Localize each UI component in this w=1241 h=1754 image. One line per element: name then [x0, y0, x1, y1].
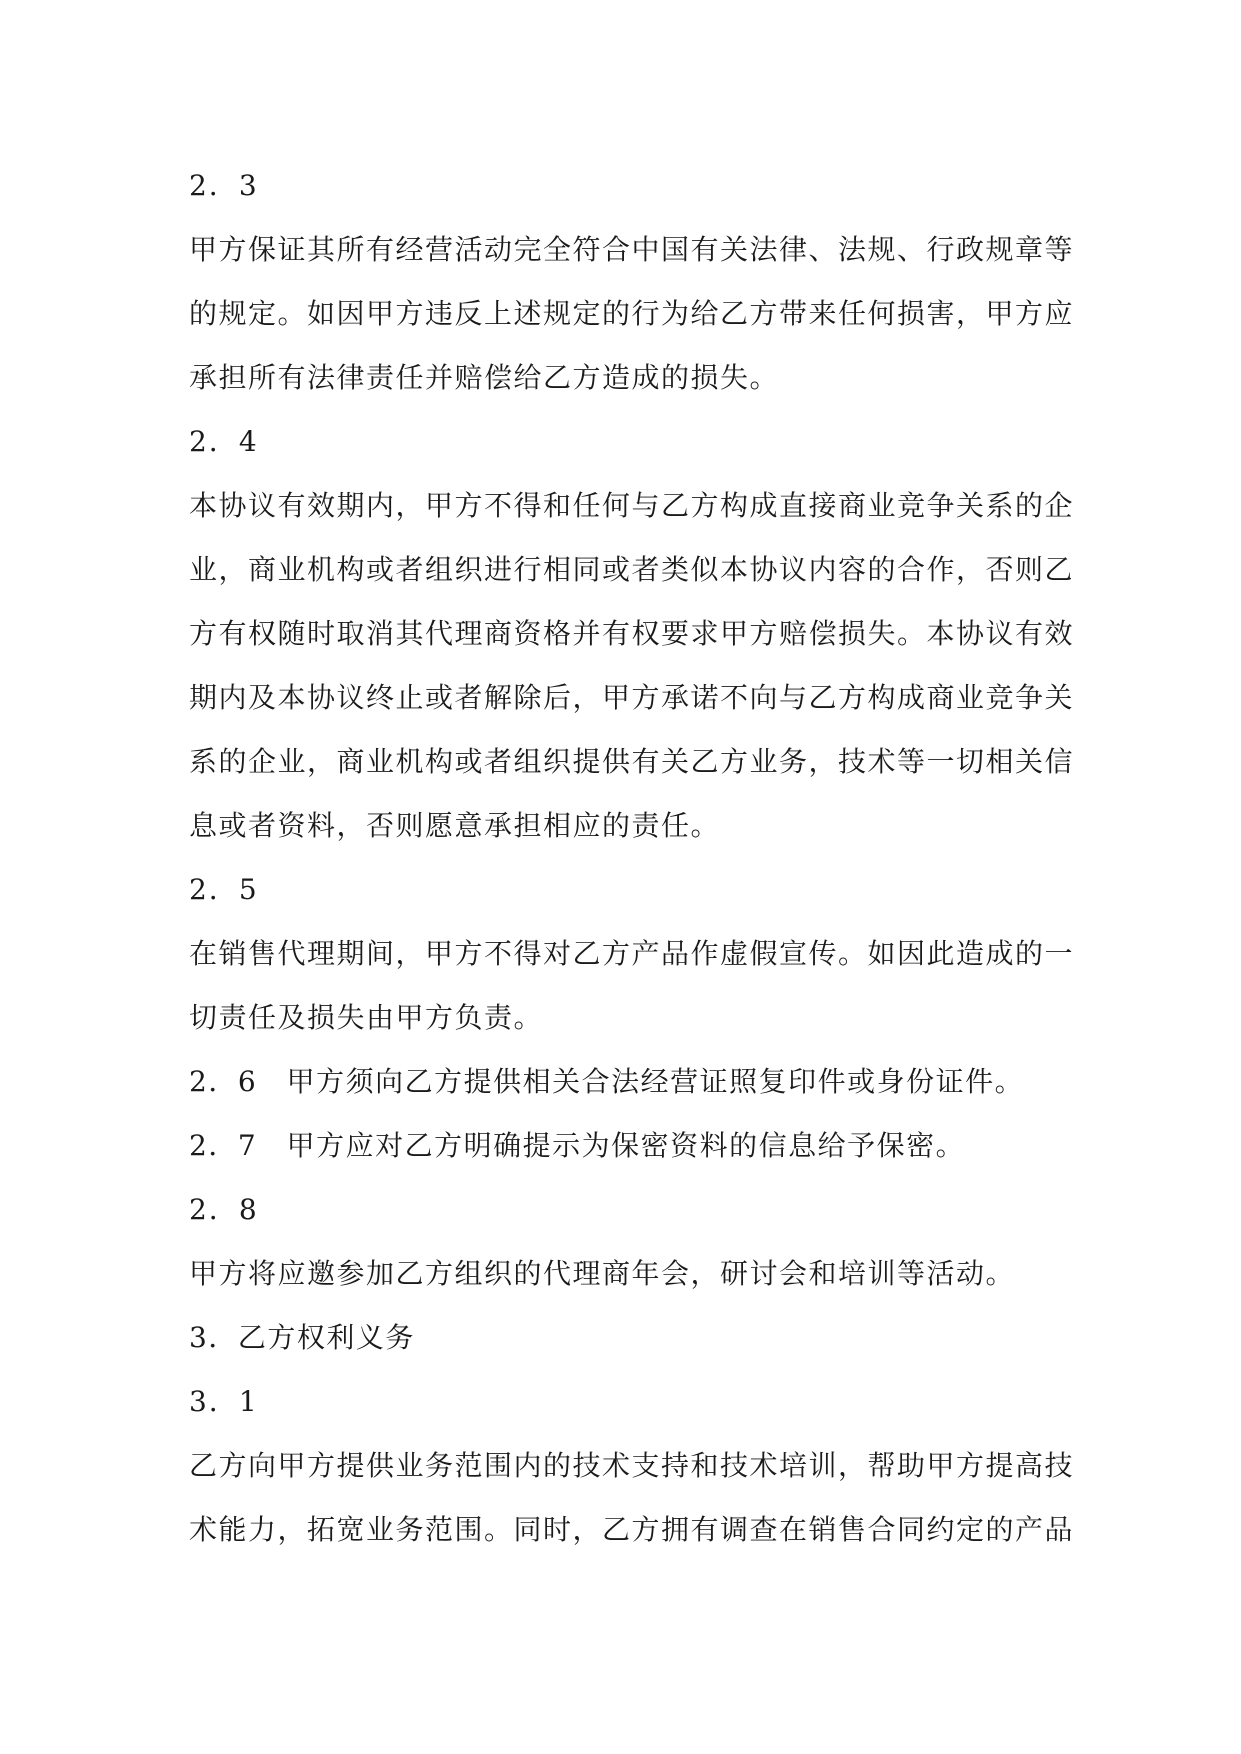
paragraph-line: 在销售代理期间，甲方不得对乙方产品作虚假宣传。如因此造成的一	[189, 937, 1075, 970]
clause-number-2-3: 2．3	[189, 169, 259, 202]
paragraph-line: 息或者资料，否则愿意承担相应的责任。	[189, 809, 721, 842]
paragraph-line: 甲方保证其所有经营活动完全符合中国有关法律、法规、行政规章等	[189, 233, 1075, 266]
paragraph-line: 术能力，拓宽业务范围。同时，乙方拥有调查在销售合同约定的产品	[189, 1513, 1075, 1546]
clause-2-6: 2．6 甲方须向乙方提供相关合法经营证照复印件或身份证件。	[189, 1065, 1025, 1098]
paragraph-line: 切责任及损失由甲方负责。	[189, 1001, 544, 1034]
clause-number-3-1: 3．1	[189, 1385, 259, 1418]
clause-number-2-8: 2．8	[189, 1193, 259, 1226]
section-heading-3: 3．乙方权利义务	[189, 1321, 415, 1354]
paragraph-line: 业，商业机构或者组织进行相同或者类似本协议内容的合作，否则乙	[189, 553, 1075, 586]
paragraph-line: 系的企业，商业机构或者组织提供有关乙方业务，技术等一切相关信	[189, 745, 1075, 778]
paragraph-line: 期内及本协议终止或者解除后，甲方承诺不向与乙方构成商业竞争关	[189, 681, 1075, 714]
paragraph-line: 本协议有效期内，甲方不得和任何与乙方构成直接商业竞争关系的企	[189, 489, 1075, 522]
clause-number-2-5: 2．5	[189, 873, 259, 906]
clause-2-7: 2．7 甲方应对乙方明确提示为保密资料的信息给予保密。	[189, 1129, 966, 1162]
paragraph-line: 甲方将应邀参加乙方组织的代理商年会，研讨会和培训等活动。	[189, 1257, 1016, 1290]
paragraph-line: 乙方向甲方提供业务范围内的技术支持和技术培训，帮助甲方提高技	[189, 1449, 1075, 1482]
paragraph-line: 方有权随时取消其代理商资格并有权要求甲方赔偿损失。本协议有效	[189, 617, 1075, 650]
clause-number-2-4: 2．4	[189, 425, 259, 458]
paragraph-line: 承担所有法律责任并赔偿给乙方造成的损失。	[189, 361, 780, 394]
paragraph-line: 的规定。如因甲方违反上述规定的行为给乙方带来任何损害，甲方应	[189, 297, 1075, 330]
